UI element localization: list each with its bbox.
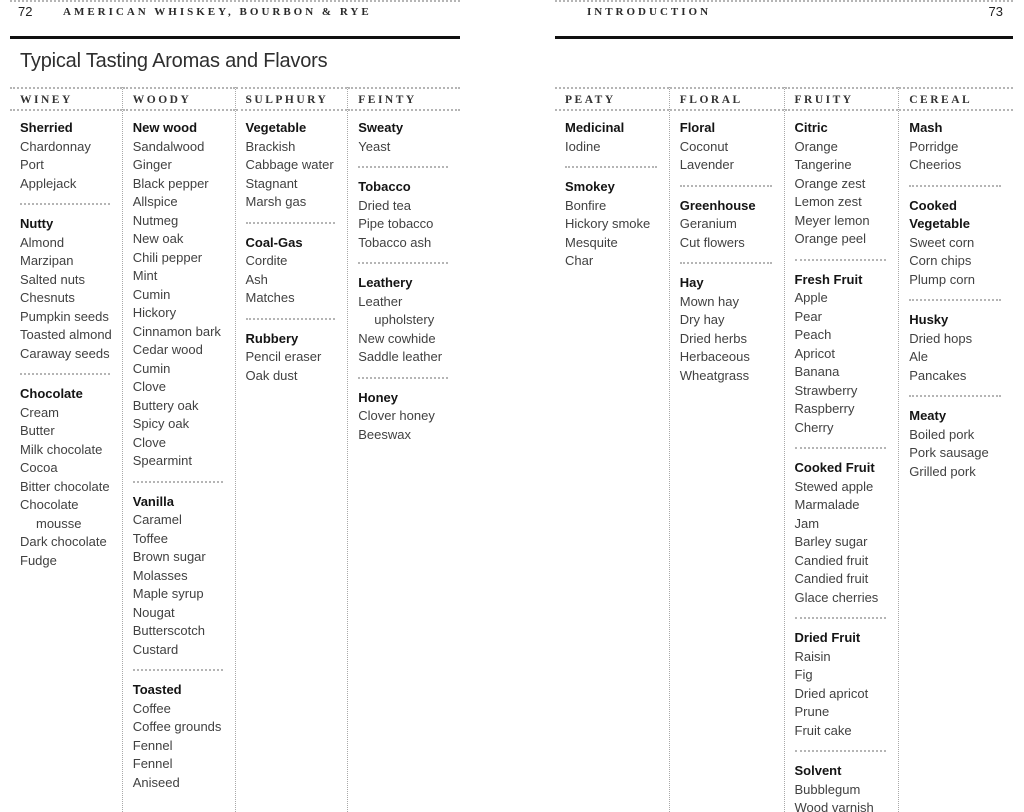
flavor-group	[909, 407, 1005, 481]
group-name: Sherried	[20, 120, 73, 135]
group-divider	[795, 447, 887, 449]
group-name: Greenhouse	[679, 197, 756, 213]
group-name: New wood	[132, 120, 198, 135]
flavor-item: Dried tea	[358, 197, 411, 213]
flavor-item: Raisin	[794, 648, 831, 664]
flavor-item: Barley sugar	[794, 534, 868, 549]
flavor-item: Orange	[794, 138, 838, 154]
flavor-item: Chili pepper	[132, 249, 203, 265]
group-name: Coal-Gas	[245, 234, 303, 250]
flavor-group	[909, 119, 1005, 175]
flavor-item: Spearmint	[132, 453, 192, 468]
flavor-item: Allspice	[132, 194, 178, 209]
group-name: Dried Fruit	[794, 630, 861, 645]
flavor-item: Herbaceous	[679, 349, 750, 364]
group-name: Sweaty	[358, 120, 404, 135]
group-name: Fresh Fruit	[794, 271, 863, 287]
flavor-item: Hickory	[132, 305, 177, 320]
flavor-item: Oak dust	[245, 367, 298, 383]
flavor-column-woody	[122, 87, 235, 812]
flavor-item: Bubblegum	[794, 781, 861, 797]
flavor-item: Pork sausage	[909, 445, 989, 460]
flavor-item: Pancakes	[909, 367, 967, 383]
column-header: FLORAL	[670, 87, 784, 111]
flavor-item: Aniseed	[132, 774, 180, 790]
flavor-item: Sweet corn	[909, 234, 975, 250]
flavor-item: Mown hay	[679, 293, 739, 309]
running-head-right	[555, 4, 1013, 20]
column-body	[899, 111, 1013, 481]
column-header: FRUITY	[785, 87, 899, 111]
group-divider	[909, 299, 1001, 301]
flavor-item: Jam	[794, 515, 820, 531]
flavor-group	[680, 197, 776, 253]
flavor-item: Butterscotch	[132, 623, 206, 638]
flavor-group	[909, 311, 1005, 385]
flavor-column-fruity	[784, 87, 899, 812]
group-name: Medicinal	[565, 120, 625, 135]
header-rule-right	[555, 36, 1013, 39]
group-divider	[909, 395, 1001, 397]
flavor-item: Ash	[245, 271, 268, 287]
flavor-group	[358, 389, 452, 445]
flavor-item: Hickory smoke	[565, 216, 651, 231]
flavor-group	[358, 119, 452, 156]
running-head-title-left: AMERICAN WHISKEY, BOURBON & RYE	[63, 6, 372, 18]
group-divider	[246, 318, 336, 320]
flavor-item: Cheerios	[909, 157, 962, 172]
flavor-item: Dried hops	[909, 330, 973, 346]
flavor-column-cereal	[898, 87, 1013, 812]
flavor-item: Ale	[909, 349, 929, 364]
flavor-item: Clove	[132, 379, 166, 394]
column-header: CEREAL	[899, 87, 1013, 111]
flavor-group	[795, 459, 891, 607]
flavor-item: Marsh gas	[245, 194, 307, 209]
flavor-item: Dried apricot	[794, 685, 869, 701]
flavor-item: Toffee	[132, 530, 168, 546]
group-divider	[680, 185, 772, 187]
page-title: Typical Tasting Aromas and Flavors	[20, 50, 328, 72]
flavor-item: Cumin	[132, 360, 171, 376]
group-name: Citric	[794, 120, 828, 135]
flavor-item: Fennel	[132, 756, 173, 771]
flavor-item: Port	[20, 157, 44, 172]
group-name: Toasted	[132, 682, 182, 697]
flavor-item: Apple	[794, 290, 828, 305]
flavor-item: Applejack	[20, 175, 77, 191]
running-head-left	[10, 4, 460, 20]
flavor-group	[680, 119, 776, 175]
flavor-item: Cocoa	[20, 460, 58, 475]
flavor-item: Pencil eraser	[245, 349, 322, 364]
flavor-item: Candied fruit	[794, 571, 869, 586]
flavor-item: Cabbage water	[245, 157, 334, 172]
flavor-item: Mesquite	[565, 234, 618, 250]
flavor-item: Apricot	[794, 345, 835, 361]
group-divider	[20, 203, 110, 205]
column-header: PEATY	[555, 87, 669, 111]
flavor-item: Stagnant	[245, 175, 298, 191]
flavor-group	[20, 215, 114, 363]
group-divider	[795, 750, 887, 752]
flavor-item: Candied fruit	[794, 552, 869, 568]
flavor-columns-left	[10, 87, 460, 812]
group-name: Husky	[909, 312, 949, 327]
group-name: Leathery	[358, 275, 413, 290]
group-name: Honey	[358, 389, 398, 405]
flavor-item: Porridge	[909, 138, 959, 154]
flavor-item: Salted nuts	[20, 271, 86, 287]
running-head-title-right: INTRODUCTION	[587, 6, 712, 18]
flavor-item: Glace cherries	[794, 589, 879, 605]
group-name: Smokey	[565, 179, 615, 194]
flavor-item: New oak	[132, 231, 184, 246]
flavor-item: Cedar wood	[132, 342, 203, 357]
flavor-group	[246, 119, 340, 212]
group-name: Tobacco	[358, 179, 411, 194]
group-name: Vegetable	[245, 120, 307, 135]
flavor-item: Buttery oak	[132, 397, 199, 413]
flavor-item: Ginger	[132, 157, 172, 172]
flavor-item: Raspberry	[794, 401, 855, 416]
flavor-item: Nougat	[132, 604, 175, 620]
flavor-group	[795, 271, 891, 438]
flavor-item: Orange zest	[794, 175, 866, 191]
flavor-item: Nutmeg	[132, 212, 179, 228]
flavor-item: Fig	[794, 667, 813, 682]
page-72	[10, 0, 460, 812]
flavor-item: Pear	[794, 308, 822, 324]
flavor-item: Cut flowers	[679, 234, 745, 250]
group-name: Rubbery	[245, 330, 299, 346]
group-name: Meaty	[909, 408, 947, 423]
flavor-item: Bitter chocolate	[20, 478, 110, 494]
flavor-item: Almond	[20, 234, 65, 250]
flavor-item: Black pepper	[132, 175, 209, 191]
flavor-item: Maple syrup	[132, 586, 204, 601]
flavor-item: Cherry	[794, 419, 834, 435]
flavor-item: Dark chocolate	[20, 534, 107, 549]
flavor-group	[133, 119, 227, 471]
flavor-item: Chocolate mousse	[20, 497, 82, 531]
flavor-group	[680, 274, 776, 385]
flavor-item: Banana	[794, 364, 840, 379]
column-body	[785, 111, 899, 812]
flavor-group	[795, 119, 891, 249]
flavor-item: Leather upholstery	[358, 293, 435, 327]
column-body	[123, 111, 235, 792]
flavor-item: Fruit cake	[794, 722, 852, 738]
flavor-item: Spicy oak	[132, 416, 190, 431]
group-divider	[20, 373, 110, 375]
flavor-group	[133, 681, 227, 792]
flavor-item: Lemon zest	[794, 194, 862, 209]
flavor-item: Pipe tobacco	[358, 216, 434, 231]
group-name: Nutty	[20, 216, 54, 231]
flavor-column-floral	[669, 87, 784, 812]
flavor-group	[565, 178, 661, 271]
group-divider	[358, 377, 448, 379]
flavor-item: Caramel	[132, 512, 182, 527]
group-divider	[358, 262, 448, 264]
flavor-item: Cumin	[132, 286, 171, 302]
column-body	[348, 111, 460, 444]
flavor-item: Grilled pork	[909, 463, 976, 479]
flavor-item: Beeswax	[358, 426, 411, 442]
flavor-item: Saddle leather	[358, 349, 443, 364]
flavor-item: Custard	[132, 641, 179, 657]
flavor-item: Bonfire	[565, 197, 607, 213]
group-divider	[133, 669, 223, 671]
flavor-item: Coffee	[132, 700, 171, 716]
group-divider	[795, 259, 887, 261]
group-divider	[909, 185, 1001, 187]
flavor-item: Char	[565, 253, 594, 268]
group-name: Hay	[679, 275, 704, 290]
flavor-column-winey	[10, 87, 122, 812]
flavor-group	[565, 119, 661, 156]
column-body	[10, 111, 122, 570]
group-divider	[358, 166, 448, 168]
flavor-item: Clove	[132, 434, 166, 450]
flavor-item: Coconut	[679, 138, 729, 154]
flavor-item: Cream	[20, 404, 60, 420]
column-header: SULPHURY	[236, 87, 348, 111]
flavor-item: Strawberry	[794, 382, 858, 398]
group-divider	[246, 222, 336, 224]
flavor-item: Fennel	[132, 737, 173, 753]
flavor-item: Meyer lemon	[794, 212, 870, 228]
group-name: Cooked Vegetable	[909, 197, 970, 231]
group-name: Floral	[679, 120, 716, 135]
group-name: Vanilla	[132, 493, 174, 509]
column-body	[236, 111, 348, 385]
group-name: Cooked Fruit	[794, 460, 875, 475]
flavor-group	[358, 178, 452, 252]
flavor-column-peaty	[555, 87, 669, 812]
column-header: WINEY	[10, 87, 122, 111]
flavor-group	[795, 629, 891, 740]
group-name: Chocolate	[20, 386, 83, 401]
flavor-item: Clover honey	[358, 408, 435, 423]
flavor-item: Fudge	[20, 552, 57, 568]
flavor-item: Wheatgrass	[679, 367, 750, 383]
flavor-item: Boiled pork	[909, 426, 975, 442]
flavor-item: Chesnuts	[20, 290, 75, 305]
column-header: FEINTY	[348, 87, 460, 111]
flavor-item: Sandalwood	[132, 138, 205, 154]
flavor-item: Marmalade	[794, 497, 860, 512]
flavor-item: Mint	[132, 268, 158, 283]
flavor-group	[795, 762, 891, 812]
flavor-item: Marzipan	[20, 253, 74, 268]
flavor-item: Toasted almond	[20, 327, 112, 342]
flavor-item: Peach	[794, 327, 832, 342]
group-divider	[680, 262, 772, 264]
flavor-group	[20, 119, 114, 193]
flavor-group	[246, 234, 340, 308]
flavor-item: Molasses	[132, 567, 188, 583]
flavor-item: Plump corn	[909, 271, 975, 287]
flavor-item: Milk chocolate	[20, 441, 103, 457]
flavor-group	[133, 493, 227, 660]
flavor-group	[909, 197, 1005, 290]
flavor-item: Tobacco ash	[358, 234, 432, 250]
flavor-column-sulphury	[235, 87, 348, 812]
flavor-item: Orange peel	[794, 231, 867, 246]
group-divider	[565, 166, 657, 168]
flavor-item: Lavender	[679, 157, 734, 172]
column-body	[555, 111, 669, 271]
flavor-item: Yeast	[358, 138, 391, 154]
flavor-group	[20, 385, 114, 570]
page-number-right: 73	[988, 4, 1003, 19]
column-header: WOODY	[123, 87, 235, 111]
flavor-item: Coffee grounds	[132, 719, 222, 734]
flavor-item: Brackish	[245, 138, 296, 154]
flavor-column-feinty	[347, 87, 460, 812]
flavor-item: Cordite	[245, 253, 288, 268]
flavor-item: Prune	[794, 704, 830, 719]
flavor-group	[246, 330, 340, 386]
flavor-item: Tangerine	[794, 157, 852, 172]
page-number-left: 72	[18, 4, 33, 19]
group-name: Solvent	[794, 763, 842, 778]
flavor-item: Dried herbs	[679, 330, 747, 346]
flavor-columns-right	[555, 87, 1013, 812]
flavor-item: Stewed apple	[794, 478, 874, 494]
flavor-item: Chardonnay	[20, 138, 91, 154]
group-divider	[795, 617, 887, 619]
group-name: Mash	[909, 120, 943, 135]
flavor-item: Matches	[245, 290, 295, 305]
group-divider	[133, 481, 223, 483]
flavor-item: Butter	[20, 423, 55, 438]
header-rule-left	[10, 36, 460, 39]
flavor-group	[358, 274, 452, 367]
page-73	[555, 0, 1013, 812]
flavor-item: Corn chips	[909, 253, 972, 268]
flavor-item: Brown sugar	[132, 549, 206, 564]
flavor-item: Iodine	[565, 138, 601, 154]
flavor-item: Caraway seeds	[20, 345, 110, 361]
flavor-item: New cowhide	[358, 330, 436, 346]
flavor-item: Dry hay	[679, 312, 725, 327]
column-body	[670, 111, 784, 385]
flavor-item: Pumpkin seeds	[20, 308, 109, 324]
flavor-item: Geranium	[679, 216, 737, 231]
flavor-item: Wood varnish	[794, 800, 874, 812]
flavor-item: Cinnamon bark	[132, 323, 221, 339]
